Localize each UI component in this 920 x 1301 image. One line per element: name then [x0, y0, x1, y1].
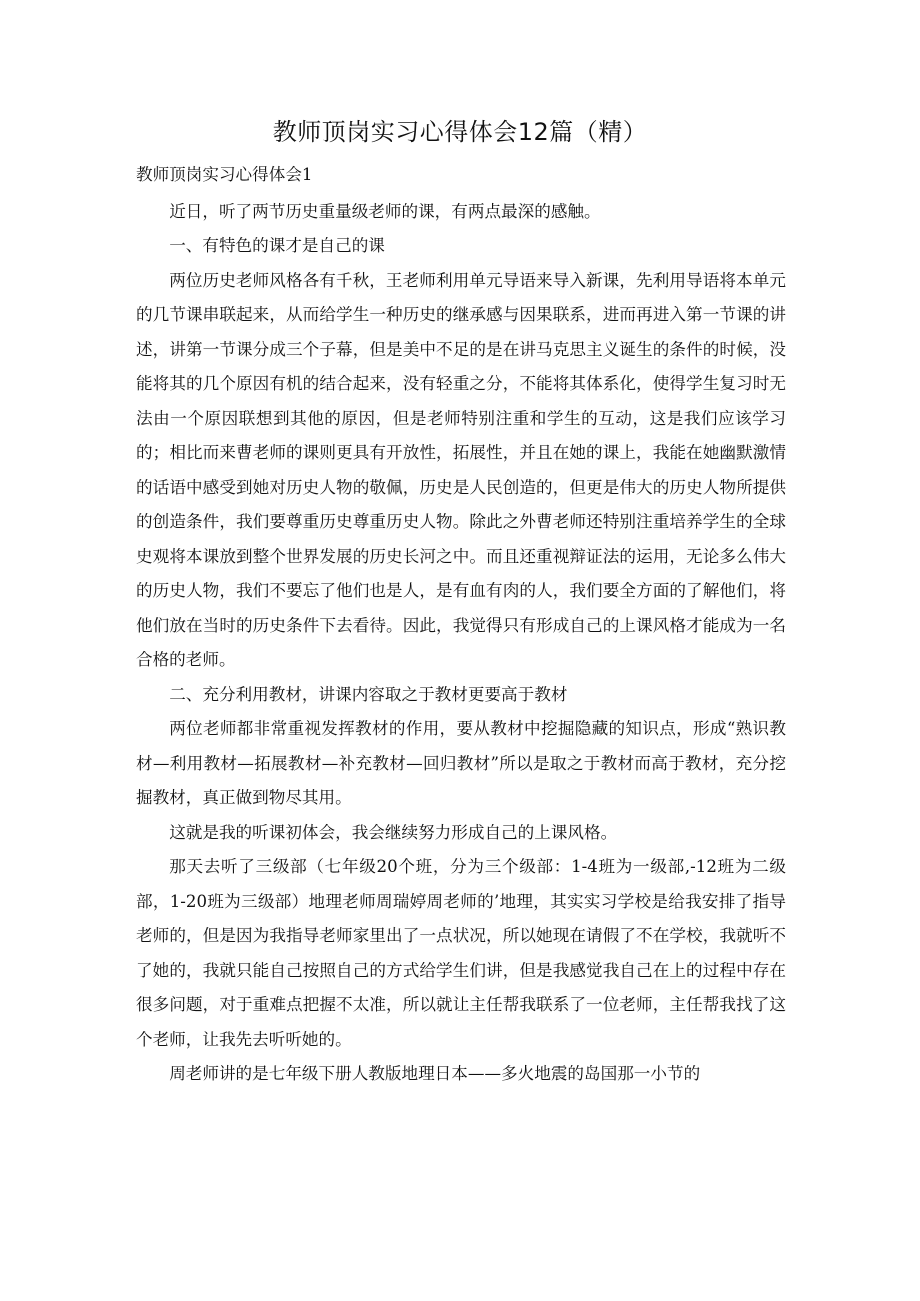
- paragraph-point-one: 两位历史老师风格各有千秋，王老师利用单元导语来导入新课，先利用导语将本单元的几节课串联起来，从而给学生一种历史的继承感与因果联系，进而再进入第一节课的讲述，讲第一节课分成三个子幕，但是美中不足的是在讲马克思主义诞生的条件的时候，没能将其的几个原因有机的结合起来，没有轻重之分，不能将其体系化，使得学生复习时无法由一个原因联想到其他的原因，但是老师特别注重和学生的互动，这是我们应该学习的；相比而来曹老师的课则更具有开放性，拓展性，并且在她的课上，我能在她幽默激情的话语中感受到她对历史人物的敬佩，历史是人民创造的，但更是伟大的历史人物所提供的创造条件，我们要尊重历史尊重历史人物。除此之外曹老师还特别注重培养学生的全球史观将本课放到整个世界发展的历史长河之中。而且还重视辩证法的运用，无论多么伟大的历史人物，我们不要忘了他们也是人，是有血有肉的人，我们要全方面的了解他们，将他们放在当时的历史条件下去看待。因此，我觉得只有形成自己的上课风格才能成为一名合格的老师。: [136, 270, 786, 669]
- document-body: [136, 158, 786, 1092]
- heading-point-one: 一、有特色的课才是自己的课: [169, 236, 385, 255]
- paragraph-intro: 近日，听了两节历史重量级老师的课，有两点最深的感触。: [169, 201, 601, 221]
- section-title: 教师顶岗实习心得体会1: [136, 165, 313, 184]
- paragraph-geography-visit: 那天去听了三级部（七年级20个班，分为三个级部：1-4班为一级部,-12班为二级部，1-20班为三级部）地理老师周瑞婷周老师的’地理，其实实习学校是给我安排了指导老师的，但是因为我指导老师家里出了一点状况，所以她现在请假了不在学校，我就听不了她的，我就只能自己按照自己的方式给学生们讲，但是我感觉我自己在上的过程中存在很多问题，对于重难点把握不太准，所以就让主任帮我联系了一位老师，主任帮我找了这个老师，让我先去听听她的。: [136, 857, 786, 1049]
- document-title: 教师顶岗实习心得体会12篇（精）: [272, 118, 648, 146]
- paragraph-conclusion: 这就是我的听课初体会，我会继续努力形成自己的上课风格。: [169, 822, 618, 842]
- paragraph-geography-lesson: 周老师讲的是七年级下册人教版地理日本——多火地震的岛国那一小节的: [169, 1064, 701, 1083]
- paragraph-point-two: 两位老师都非常重视发挥教材的作用，要从教材中挖掘隐藏的知识点，形成“熟识教材—利用教材—拓展教材—补充教材—回归教材”所以是取之于教材而高于教材，充分挖掘教材，真正做到物尽其用。: [136, 719, 786, 807]
- heading-point-two: 二、充分利用教材，讲课内容取之于教材更要高于教材: [169, 684, 568, 704]
